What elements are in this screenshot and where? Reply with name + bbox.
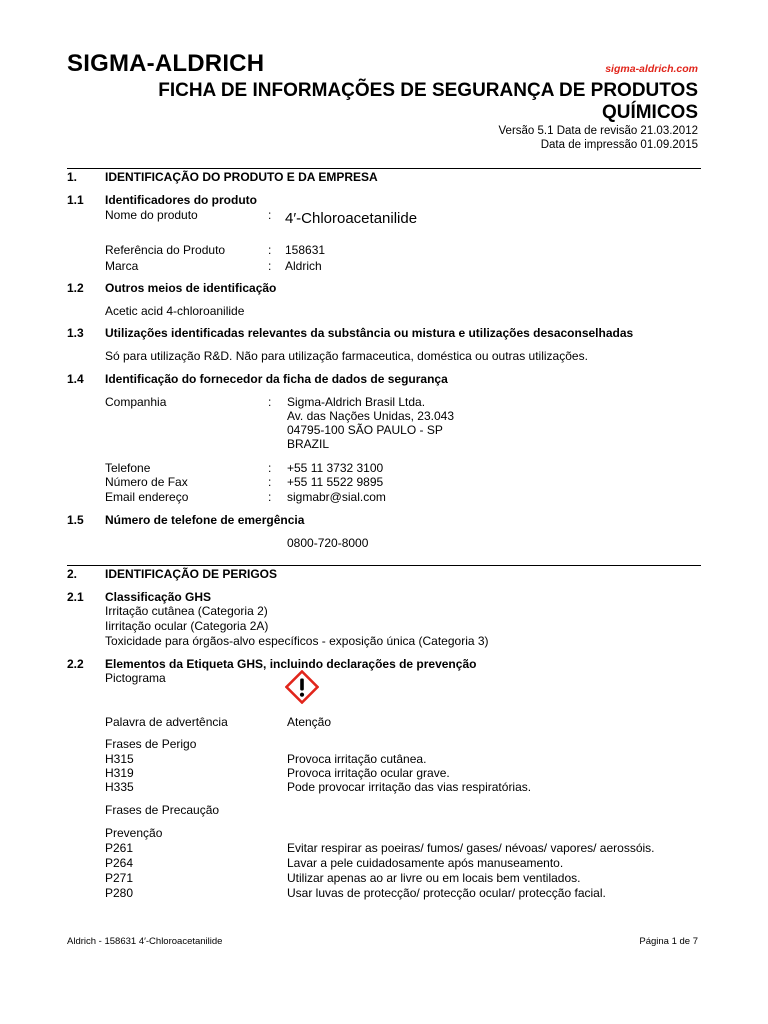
phone-label: Telefone: [105, 461, 151, 475]
product-ref-value: 158631: [285, 243, 326, 257]
colon: :: [268, 461, 272, 475]
print-date-line: Data de impressão 01.09.2015: [540, 139, 698, 151]
colon: :: [268, 490, 272, 504]
precautionary-statements-label: Frases de Precaução: [105, 803, 220, 817]
email-value[interactable]: sigmabr@sial.com: [287, 490, 386, 504]
product-name-label: Nome do produto: [105, 208, 198, 222]
hazard-code: H315: [105, 752, 134, 766]
ghs-class-item: Toxicidade para órgãos-alvo específicos - exposição única (Categoria 3): [105, 634, 489, 648]
synonym-text: Acetic acid 4-chloroanilide: [105, 304, 245, 318]
company-label: Companhia: [105, 395, 167, 409]
sub-1-5-number: 1.5: [67, 513, 84, 527]
sub-1-1-title: Identificadores do produto: [105, 193, 257, 207]
sub-1-3-title: Utilizações identificadas relevantes da substância ou mistura e utilizações desaconselhadas: [105, 326, 634, 340]
phone-value: +55 11 3732 3100: [287, 461, 384, 475]
hazard-statements-label: Frases de Perigo: [105, 737, 197, 751]
fax-value: +55 11 5522 9895: [287, 475, 384, 489]
sub-1-4-title: Identificação do fornecedor da ficha de dados de segurança: [105, 372, 448, 386]
sub-1-2-title: Outros meios de identificação: [105, 281, 277, 295]
precaution-text: Evitar respirar as poeiras/ fumos/ gases/ névoas/ vapores/ aerossóis.: [287, 841, 655, 855]
company-line: Av. das Nações Unidas, 23.043: [287, 409, 454, 423]
sub-2-2-number: 2.2: [67, 657, 84, 671]
precaution-code: P261: [105, 841, 134, 855]
colon: :: [268, 395, 272, 409]
hazard-text: Provoca irritação ocular grave.: [287, 766, 450, 780]
precaution-code: P271: [105, 871, 134, 885]
hazard-code: H319: [105, 766, 134, 780]
section-1-number: 1.: [67, 170, 78, 184]
product-name-value: 4′-Chloroacetanilide: [285, 210, 418, 227]
email-label: Email endereço: [105, 490, 189, 504]
pictogram-label: Pictograma: [105, 671, 166, 685]
product-ref-label: Referência do Produto: [105, 243, 226, 257]
colon: :: [268, 243, 272, 257]
signal-word-label: Palavra de advertência: [105, 715, 228, 729]
version-line: Versão 5.1 Data de revisão 21.03.2012: [498, 125, 698, 137]
company-line: BRAZIL: [287, 437, 330, 451]
colon: :: [268, 208, 272, 222]
precaution-text: Utilizar apenas ao ar livre ou em locais bem ventilados.: [287, 871, 581, 885]
brand-label: Marca: [105, 259, 139, 273]
brand-value: Aldrich: [285, 259, 322, 273]
sub-2-1-title: Classificação GHS: [105, 590, 212, 604]
hazard-code: H335: [105, 780, 134, 794]
sub-2-2-title: Elementos da Etiqueta GHS, incluindo declarações de prevenção: [105, 657, 477, 671]
section-2-rule: [67, 565, 701, 566]
hazard-text: Pode provocar irritação das vias respiratórias.: [287, 780, 532, 794]
sub-1-5-title: Número de telefone de emergência: [105, 513, 305, 527]
emergency-phone: 0800-720-8000: [287, 536, 369, 550]
website-link[interactable]: sigma-aldrich.com: [605, 63, 698, 75]
document-title: FICHA DE INFORMAÇÕES DE SEGURANÇA DE PRODUTOS QUÍMICOS: [158, 80, 698, 123]
precaution-text: Usar luvas de protecção/ protecção ocular/ protecção facial.: [287, 886, 606, 900]
brand-logo-text: SIGMA-ALDRICH: [67, 50, 265, 77]
section-1-rule: [67, 168, 701, 169]
footer-product-ref: Aldrich - 158631 4′-Chloroacetanilide: [67, 936, 223, 947]
usage-text: Só para utilização R&D. Não para utilização farmaceutica, doméstica ou outras utilizações.: [105, 349, 588, 363]
precaution-code: P280: [105, 886, 134, 900]
ghs-class-item: Iirritação ocular (Categoria 2A): [105, 619, 269, 633]
sub-1-2-number: 1.2: [67, 281, 84, 295]
sub-1-3-number: 1.3: [67, 326, 84, 340]
company-line: 04795-100 SÃO PAULO - SP: [287, 423, 443, 437]
ghs-class-item: Irritação cutânea (Categoria 2): [105, 604, 268, 618]
sub-1-4-number: 1.4: [67, 372, 84, 386]
hazard-text: Provoca irritação cutânea.: [287, 752, 427, 766]
company-line: Sigma-Aldrich Brasil Ltda.: [287, 395, 426, 409]
section-1-title: IDENTIFICAÇÃO DO PRODUTO E DA EMPRESA: [105, 170, 378, 184]
precaution-text: Lavar a pele cuidadosamente após manuseamento.: [287, 856, 564, 870]
colon: :: [268, 475, 272, 489]
colon: :: [268, 259, 272, 273]
fax-label: Número de Fax: [105, 475, 188, 489]
sub-1-1-number: 1.1: [67, 193, 84, 207]
sub-2-1-number: 2.1: [67, 590, 84, 604]
exclamation-mark-diamond-icon: [285, 670, 319, 704]
section-2-title: IDENTIFICAÇÃO DE PERIGOS: [105, 567, 278, 581]
precaution-code: P264: [105, 856, 134, 870]
section-2-number: 2.: [67, 567, 78, 581]
signal-word-value: Atenção: [287, 715, 332, 729]
prevention-label: Prevenção: [105, 826, 163, 840]
footer-page-number: Página 1 de 7: [639, 936, 698, 947]
